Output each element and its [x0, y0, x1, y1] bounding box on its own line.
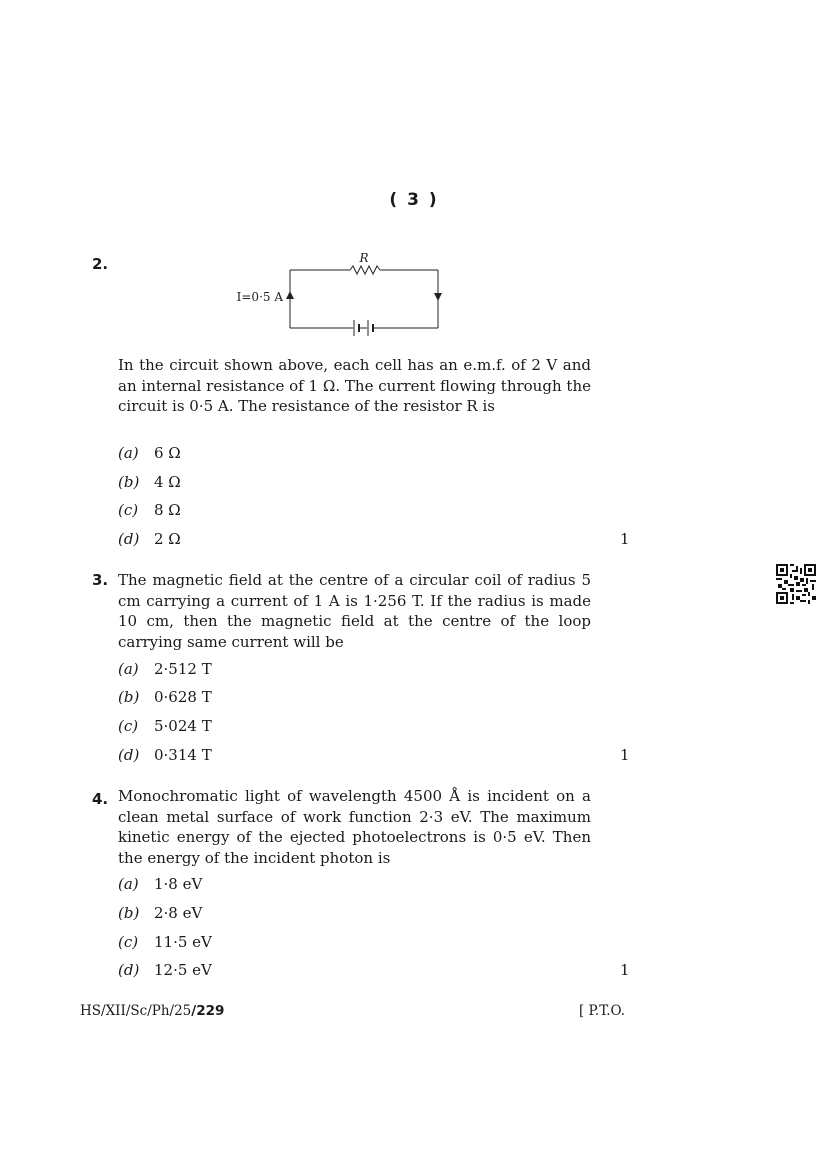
pto-note: [ P.T.O. [579, 1003, 626, 1019]
paper-code-suffix: /229 [191, 1003, 225, 1019]
option-label: (c) [118, 933, 139, 951]
question-3-option-b [118, 688, 212, 706]
option-text: 12·5 eV [154, 961, 212, 979]
option-label: (d) [118, 961, 140, 979]
question-3-number: 3. [92, 571, 109, 589]
question-3-marks: 1 [620, 746, 630, 764]
question-2-option-c [118, 501, 181, 519]
option-label: (b) [118, 688, 140, 706]
question-4-option-c [118, 933, 212, 951]
question-4-stem: Monochromatic light of wavelength 4500 Å is incident on a clean metal surface of work function 2·3 eV. The maximum kinetic energy of the ejected photoelectrons is 0·5 eV. Then the energy of the incident photon is [118, 787, 591, 867]
option-text: 11·5 eV [154, 933, 212, 951]
question-4-number: 4. [92, 790, 109, 808]
current-arrow-down-icon [434, 293, 442, 301]
option-text: 8 Ω [154, 501, 181, 519]
question-2-option-b [118, 473, 181, 491]
circuit-diagram [230, 250, 450, 340]
question-2-option-d [118, 530, 181, 548]
page-number: ( 3 ) [389, 190, 439, 210]
option-text: 0·314 T [154, 746, 212, 764]
question-3-option-d [118, 746, 212, 764]
current-arrow-up-icon [286, 291, 294, 299]
option-text: 2 Ω [154, 530, 181, 548]
question-2-number: 2. [92, 255, 109, 273]
option-label: (d) [118, 530, 140, 548]
option-label: (b) [118, 473, 140, 491]
option-label: (a) [118, 444, 139, 462]
question-2-stem: In the circuit shown above, each cell has an e.m.f. of 2 V and an internal resistance of 1 Ω. The current flowing through the circuit is 0·5 A. The resistance of the resistor R is [118, 356, 591, 415]
question-3-option-c [118, 717, 212, 735]
question-4-marks: 1 [620, 961, 630, 979]
question-2-option-a [118, 444, 181, 462]
option-label: (d) [118, 746, 140, 764]
option-label: (c) [118, 717, 139, 735]
option-label: (c) [118, 501, 139, 519]
option-text: 5·024 T [154, 717, 212, 735]
question-3-option-a [118, 660, 212, 678]
option-label: (b) [118, 904, 140, 922]
current-label: I=0·5 A [236, 290, 283, 304]
qr-code-icon [776, 564, 816, 604]
question-3-stem: The magnetic field at the centre of a circular coil of radius 5 cm carrying a current of 1 A is 1·256 T. If the radius is made 10 cm, then the magnetic field at the centre of the loop carrying same current will be [118, 571, 591, 651]
question-4-option-a [118, 875, 202, 893]
paper-code-prefix: HS/XII/Sc/Ph/25 [80, 1003, 192, 1019]
resistor-label: R [359, 251, 369, 265]
question-4-option-b [118, 904, 202, 922]
option-text: 2·8 eV [154, 904, 203, 922]
option-text: 4 Ω [154, 473, 181, 491]
question-2-marks: 1 [620, 530, 630, 548]
option-label: (a) [118, 660, 139, 678]
paper-code [80, 1003, 224, 1019]
option-text: 1·8 eV [154, 875, 203, 893]
option-text: 6 Ω [154, 444, 181, 462]
resistor-symbol [350, 266, 380, 274]
option-text: 0·628 T [154, 688, 212, 706]
option-label: (a) [118, 875, 139, 893]
question-4-option-d [118, 961, 212, 979]
option-text: 2·512 T [154, 660, 212, 678]
